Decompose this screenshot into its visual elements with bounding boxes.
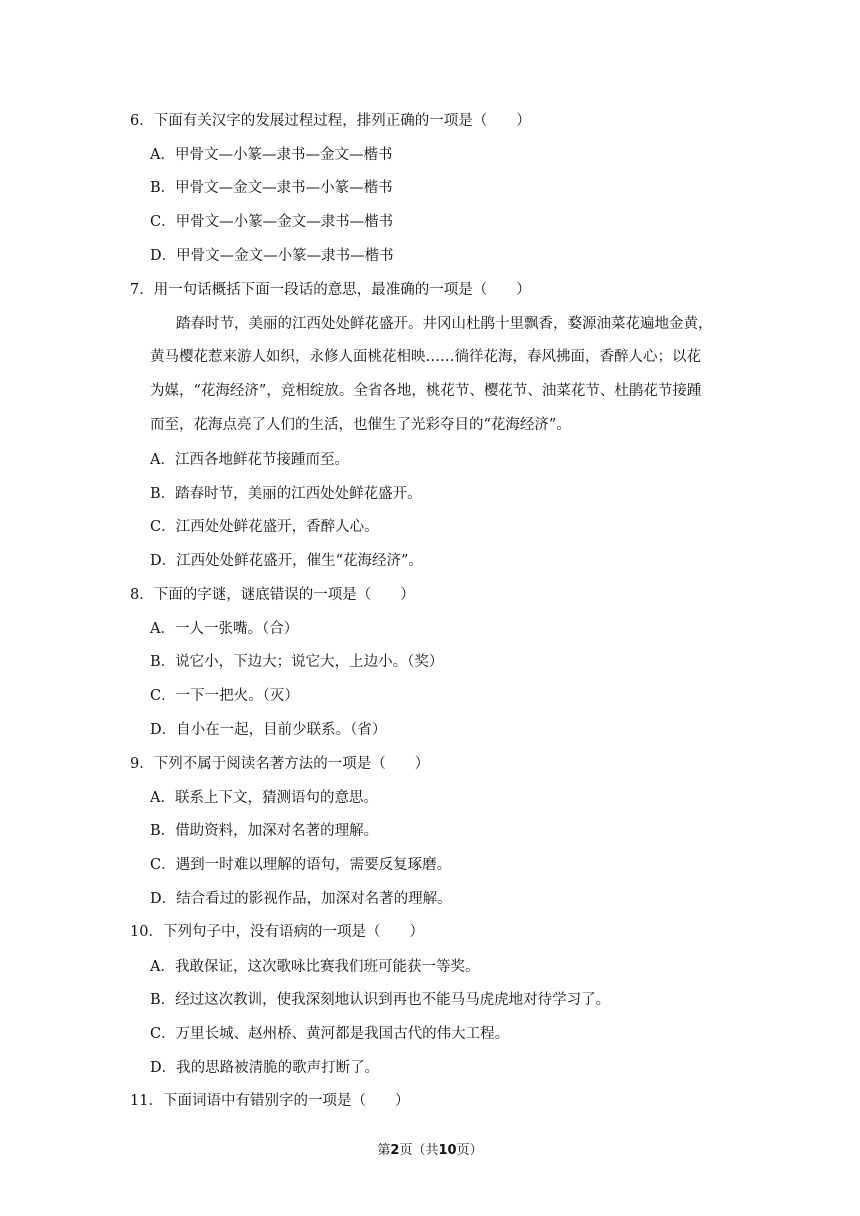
question-6-stem: 6．下面有关汉字的发展过程过程，排列正确的一项是（ ） [130,113,531,129]
footer-prefix: 第 [377,1143,391,1158]
question-10-stem: 10．下列句子中，没有语病的一项是（ ） [130,924,424,940]
question-8-option-d: D．自小在一起，目前少联系。（省） [150,722,387,738]
question-8-option-c: C．一下一把火。（灭） [150,688,299,704]
footer-middle: 页（共 [399,1143,439,1158]
question-6-option-a: A．甲骨文—小篆—隶书—金文—楷书 [150,147,393,163]
question-7-passage-line-4: 而至，花海点亮了人们的生活，也催生了光彩夺目的“花海经济”。 [150,417,571,433]
question-8-option-b: B．说它小，下边大；说它大，上边小。（奖） [150,654,444,670]
question-9-option-d: D．结合看过的影视作品，加深对名著的理解。 [150,891,452,907]
question-8-option-a: A．一人一张嘴。（合） [150,621,299,637]
question-10-option-c: C．万里长城、赵州桥、黄河都是我国古代的伟大工程。 [150,1026,510,1042]
question-11-stem: 11．下面词语中有错别字的一项是（ ） [130,1093,410,1109]
question-7-option-b: B．踏春时节，美丽的江西处处鲜花盛开。 [150,486,422,502]
question-6-option-d: D．甲骨文—金文—小篆—隶书—楷书 [150,248,394,264]
footer-page-number: 2 [390,1143,400,1158]
question-9-stem: 9．下列不属于阅读名著方法的一项是（ ） [130,756,430,772]
question-6-option-c: C．甲骨文—小篆—金文—隶书—楷书 [150,214,394,230]
question-7-passage-line-3: 为媒，“花海经济”，竞相绽放。全省各地，桃花节、樱花节、油菜花节、杜鹃花节接踵 [150,383,702,399]
question-10-option-a: A．我敢保证，这次歌咏比赛我们班可能获一等奖。 [150,959,480,975]
question-10-option-b: B．经过这次教训，使我深刻地认识到再也不能马马虎虎地对待学习了。 [150,992,611,1008]
footer-total-pages: 10 [438,1143,457,1158]
question-7-option-a: A．江西各地鲜花节接踵而至。 [150,452,349,468]
question-7-passage-line-2: 黄马樱花惹来游人如织，永修人面桃花相映……徜徉花海，春风拂面，香醉人心；以花 [150,349,701,365]
question-9-option-c: C．遇到一时难以理解的语句，需要反复琢磨。 [150,857,452,873]
question-9-option-b: B．借助资料，加深对名著的理解。 [150,823,379,839]
question-6-option-b: B．甲骨文—金文—隶书—小篆—楷书 [150,180,393,196]
question-7-passage-line-1: 踏春时节，美丽的江西处处鲜花盛开。井冈山杜鹃十里飘香，婺源油菜花遍地金黄， [176,316,713,332]
question-8-stem: 8．下面的字谜，谜底错误的一项是（ ） [130,587,415,603]
page-footer [0,1142,860,1160]
question-9-option-a: A．联系上下文，猜测语句的意思。 [150,790,378,806]
question-10-option-d: D．我的思路被清脆的歌声打断了。 [150,1060,380,1076]
footer-suffix: 页） [456,1143,483,1158]
question-7-option-c: C．江西处处鲜花盛开，香醉人心。 [150,519,379,535]
question-7-stem: 7．用一句话概括下面一段话的意思，最准确的一项是（ ） [130,282,531,298]
question-7-option-d: D．江西处处鲜花盛开，催生“花海经济”。 [150,553,423,569]
